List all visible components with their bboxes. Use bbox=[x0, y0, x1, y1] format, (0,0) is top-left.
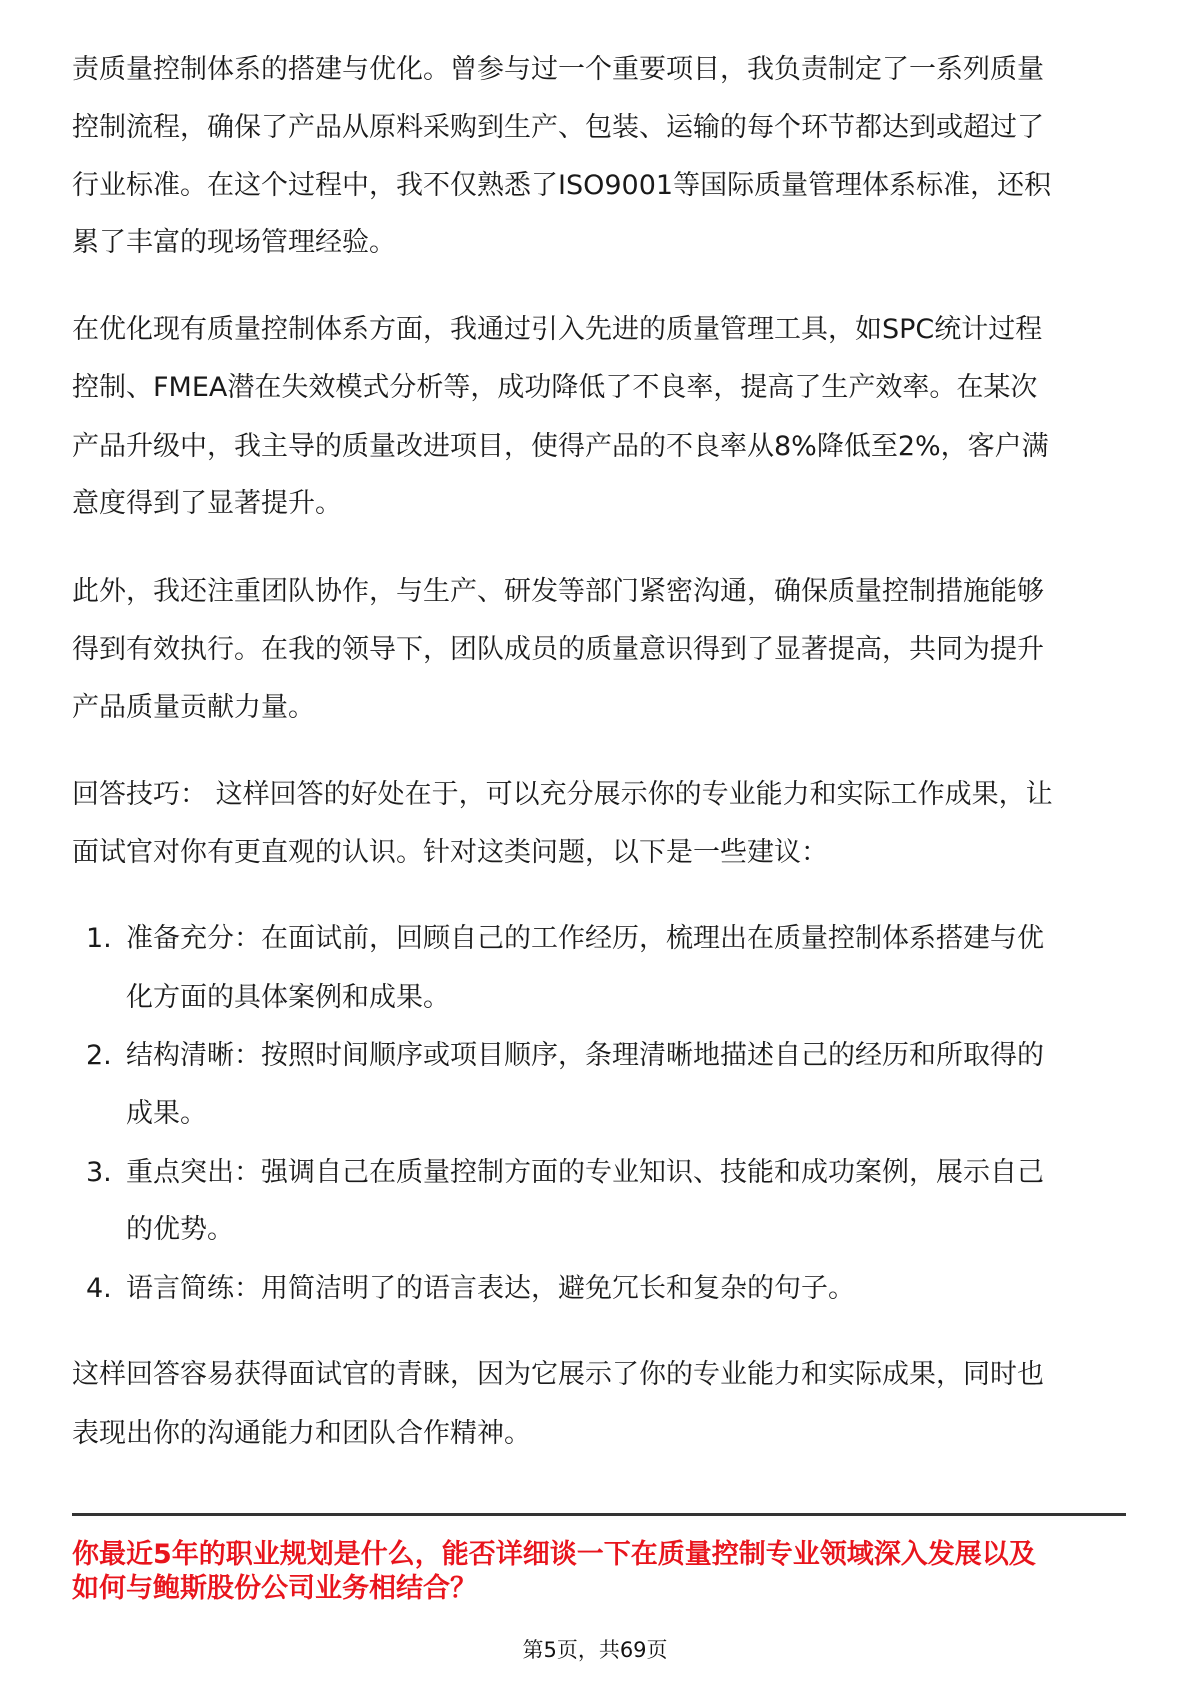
text-line: 在优化现有质量控制体系方面，我通过引入先进的质量管理工具，如SPC统计过程 bbox=[72, 314, 1043, 345]
closing-line: 这样回答容易获得面试官的青睐，因为它展示了你的专业能力和实际成果，同时也 bbox=[72, 1359, 1044, 1390]
page-number: 第5页，共69页 bbox=[522, 1638, 668, 1662]
text-line: 产品质量贡献力量。 bbox=[72, 692, 315, 723]
closing-line: 表现出你的沟通能力和团队合作精神。 bbox=[72, 1418, 531, 1449]
text-line: 准备充分：在面试前，回顾自己的工作经历，梳理出在质量控制体系搭建与优 bbox=[126, 923, 1044, 954]
text-line: 得到有效执行。在我的领导下，团队成员的质量意识得到了显著提高，共同为提升 bbox=[72, 634, 1044, 665]
text-line: 重点突出：强调自己在质量控制方面的专业知识、技能和成功案例，展示自己 bbox=[126, 1157, 1044, 1188]
question-heading: 如何与鲍斯股份公司业务相结合？ bbox=[72, 1573, 477, 1604]
list-number: 2. bbox=[86, 1040, 112, 1071]
text-line: 化方面的具体案例和成果。 bbox=[126, 982, 450, 1013]
text-line: 产品升级中，我主导的质量改进项目，使得产品的不良率从8%降低至2%，客户满 bbox=[72, 431, 1049, 462]
text-line: 回答技巧： 这样回答的好处在于，可以充分展示你的专业能力和实际工作成果，让 bbox=[72, 779, 1053, 810]
text-line: 控制流程，确保了产品从原料采购到生产、包装、运输的每个环节都达到或超过了 bbox=[72, 112, 1044, 143]
divider bbox=[72, 1513, 1126, 1516]
text-line: 面试官对你有更直观的认识。针对这类问题，以下是一些建议： bbox=[72, 837, 828, 868]
text-line: 成果。 bbox=[126, 1098, 207, 1129]
text-line: 结构清晰：按照时间顺序或项目顺序，条理清晰地描述自己的经历和所取得的 bbox=[126, 1040, 1044, 1071]
text-line: 语言简练：用简洁明了的语言表达，避免冗长和复杂的句子。 bbox=[126, 1273, 855, 1304]
text-line: 的优势。 bbox=[126, 1214, 234, 1245]
list-number: 4. bbox=[86, 1273, 112, 1304]
text-line: 此外，我还注重团队协作，与生产、研发等部门紧密沟通，确保质量控制措施能够 bbox=[72, 576, 1044, 607]
text-line: 行业标准。在这个过程中，我不仅熟悉了ISO9001等国际质量管理体系标准，还积 bbox=[72, 170, 1052, 201]
text-line: 意度得到了显著提升。 bbox=[72, 488, 342, 519]
list-number: 1. bbox=[86, 923, 112, 954]
text-line: 累了丰富的现场管理经验。 bbox=[72, 227, 396, 258]
list-number: 3. bbox=[86, 1157, 112, 1188]
text-line: 控制、FMEA潜在失效模式分析等，成功降低了不良率，提高了生产效率。在某次 bbox=[72, 372, 1038, 403]
question-heading: 你最近5年的职业规划是什么，能否详细谈一下在质量控制专业领域深入发展以及 bbox=[72, 1539, 1036, 1570]
text-line: 责质量控制体系的搭建与优化。曾参与过一个重要项目，我负责制定了一系列质量 bbox=[72, 54, 1044, 85]
